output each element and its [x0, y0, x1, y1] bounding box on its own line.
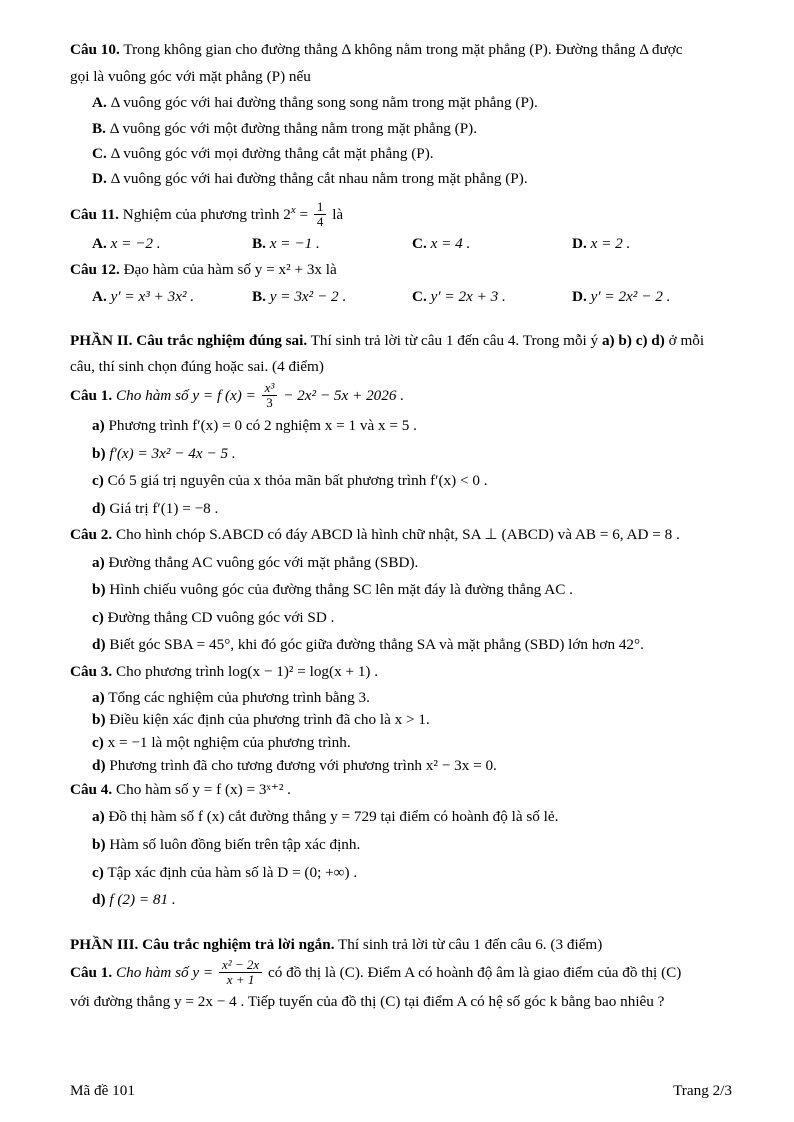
item-label-b: b) — [92, 581, 106, 599]
part2-heading-rest: Thí sinh trả lời từ câu 1 đến câu 4. Trong mỗi ý — [307, 331, 602, 349]
fraction-numerator: 1 — [314, 200, 327, 215]
item-label-b: b) — [92, 711, 106, 729]
part2-heading-line2: câu, thí sinh chọn đúng hoặc sai. (4 điểm) — [70, 358, 324, 376]
item-label-a: a) — [92, 553, 105, 571]
item-text-d: f (2) = 81 . — [109, 891, 176, 909]
item-text-c: Tập xác định của hàm số là D = (0; +∞) . — [107, 863, 358, 881]
question-11-option-d[interactable] — [572, 232, 732, 256]
question-12-options — [70, 285, 732, 309]
spacer — [70, 193, 732, 201]
item-text-d: Giá trị f′(1) = −8 . — [109, 499, 219, 517]
item-text-c: x = −1 là một nghiệm của phương trình. — [107, 734, 351, 752]
question-12-option-b[interactable] — [252, 285, 412, 309]
part2-question-4 — [70, 778, 732, 803]
part3-heading — [70, 933, 732, 958]
part2-q4-item-d[interactable] — [70, 887, 732, 913]
question-10-stem-line1: Trong không gian cho đường thẳng Δ không nằm trong mặt phẳng (P). Đường thẳng Δ được — [123, 41, 683, 58]
part3-question-1-stem-pre: Cho hàm số y = — [116, 964, 214, 982]
part2-q1-item-b[interactable] — [70, 441, 732, 467]
option-text-c: y′ = 2x + 3 . — [430, 287, 506, 305]
item-text-b: f′(x) = 3x² − 4x − 5 . — [109, 444, 236, 462]
page-number: Trang 2/3 — [673, 1082, 732, 1099]
question-12-option-d[interactable] — [572, 285, 732, 309]
question-11-stem-post: là — [332, 205, 344, 223]
part3-heading-bold: PHẦN III. Câu trắc nghiệm trả lời ngắn. — [70, 935, 335, 953]
item-label-b: b) — [92, 835, 106, 853]
option-text-c: x = 4 . — [430, 234, 471, 252]
part2-q2-item-d[interactable] — [70, 632, 732, 658]
item-text-a: Phương trình f′(x) = 0 có 2 nghiệm x = 1 và x = 5 . — [108, 417, 417, 435]
option-text-d: Δ vuông góc với hai đường thẳng cắt nhau nằm trong mặt phẳng (P). — [110, 170, 528, 188]
item-label-a: a) — [92, 688, 105, 706]
fraction-denominator: 3 — [266, 395, 273, 411]
part2-heading-abcd: a) b) c) d) — [601, 331, 665, 349]
page-footer — [70, 1082, 732, 1100]
question-11-number: Câu 11. — [70, 205, 119, 223]
option-label-a: A. — [92, 94, 107, 112]
question-12-stem: Đạo hàm của hàm số y = x² + 3x là — [123, 260, 337, 278]
fraction-denominator: x + 1 — [226, 972, 255, 988]
item-label-d: d) — [92, 891, 106, 909]
part2-question-2-number: Câu 2. — [70, 526, 113, 544]
question-11-option-c[interactable] — [412, 232, 572, 256]
exam-code: Mã đề 101 — [70, 1082, 135, 1099]
option-text-a: y′ = x³ + 3x² . — [110, 287, 195, 305]
question-11 — [70, 198, 732, 230]
item-text-c: Có 5 giá trị nguyên của x thỏa mãn bất phương trình f′(x) < 0 . — [107, 472, 488, 490]
question-12-number: Câu 12. — [70, 260, 120, 278]
question-10-option-b[interactable] — [70, 117, 732, 141]
question-11-options — [70, 232, 732, 256]
part2-q1-item-a[interactable] — [70, 413, 732, 439]
option-label-d: D. — [92, 170, 107, 188]
part2-question-3 — [70, 660, 732, 685]
item-text-d: Biết góc SBA = 45°, khi đó góc giữa đường thẳng SA và mặt phẳng (SBD) lớn hơn 42°. — [109, 636, 644, 654]
question-10-option-d[interactable] — [70, 167, 732, 191]
question-11-stem-pre: Nghiệm của phương trình 2 — [122, 205, 291, 223]
part2-question-3-stem: Cho phương trình log(x − 1)² = log(x + 1) . — [116, 663, 379, 680]
part2-q3-item-a[interactable] — [70, 687, 732, 710]
part2-question-4-stem: Cho hàm số y = f (x) = 3ˣ⁺² . — [116, 780, 291, 798]
part2-q3-item-d[interactable] — [70, 755, 732, 778]
item-text-a: Đường thẳng AC vuông góc với mặt phẳng (SBD). — [108, 553, 419, 571]
item-label-c: c) — [92, 472, 104, 490]
item-text-a: Tổng các nghiệm của phương trình bằng 3. — [108, 688, 370, 706]
item-text-b: Hình chiếu vuông góc của đường thẳng SC lên mặt đáy là đường thẳng AC . — [109, 581, 573, 599]
part3-heading-rest: Thí sinh trả lời từ câu 1 đến câu 6. (3 điểm) — [334, 935, 603, 953]
option-label-b: B. — [252, 287, 266, 305]
option-text-b: y = 3x² − 2 . — [269, 287, 347, 305]
option-text-c: Δ vuông góc với mọi đường thẳng cắt mặt phẳng (P). — [110, 144, 434, 162]
question-10-option-c[interactable] — [70, 142, 732, 166]
item-label-d: d) — [92, 499, 106, 517]
option-label-d: D. — [572, 287, 587, 305]
part2-q4-item-b[interactable] — [70, 832, 732, 858]
question-11-option-a[interactable] — [92, 232, 252, 256]
question-10-number: Câu 10. — [70, 41, 120, 58]
part2-q3-item-c[interactable] — [70, 732, 732, 755]
part2-q1-item-c[interactable] — [70, 468, 732, 494]
fraction-numerator: x² − 2x — [219, 958, 262, 973]
part2-q2-item-c[interactable] — [70, 605, 732, 631]
part3-question-1-fraction — [219, 958, 262, 987]
item-text-a: Đồ thị hàm số f (x) cắt đường thẳng y = 729 tại điểm có hoành độ là số lẻ. — [108, 808, 559, 826]
item-text-b: Điều kiện xác định của phương trình đã cho là x > 1. — [109, 711, 430, 729]
part2-question-4-number: Câu 4. — [70, 780, 113, 798]
option-text-d: x = 2 . — [590, 234, 631, 252]
item-text-c: Đường thẳng CD vuông góc với SD . — [107, 608, 335, 626]
item-label-c: c) — [92, 734, 104, 752]
item-text-d: Phương trình đã cho tương đương với phương trình x² − 3x = 0. — [109, 757, 497, 775]
option-label-c: C. — [92, 144, 107, 162]
question-12-option-a[interactable] — [92, 285, 252, 309]
option-label-c: C. — [412, 287, 427, 305]
part2-question-2 — [70, 523, 732, 548]
item-label-d: d) — [92, 757, 106, 775]
part2-q2-item-b[interactable] — [70, 577, 732, 603]
option-text-b: Δ vuông góc với một đường thẳng nằm trong mặt phẳng (P). — [109, 119, 478, 137]
part2-q4-item-a[interactable] — [70, 804, 732, 830]
part3-question-1 — [70, 959, 732, 988]
option-label-c: C. — [412, 234, 427, 252]
part2-heading-tail: ở mỗi — [664, 331, 705, 349]
item-label-b: b) — [92, 444, 106, 462]
fraction-denominator: 4 — [316, 213, 324, 229]
part2-heading — [70, 329, 732, 354]
question-11-option-b[interactable] — [252, 232, 412, 256]
question-11-equals: = — [299, 205, 309, 223]
fraction-numerator: x³ — [262, 381, 278, 396]
part2-question-1-stem-pre: Cho hàm số y = f (x) = — [116, 387, 256, 405]
item-label-c: c) — [92, 608, 104, 626]
part2-q1-item-d[interactable] — [70, 496, 732, 522]
question-11-exponent: x — [290, 203, 296, 216]
option-label-d: D. — [572, 234, 587, 252]
question-11-fraction — [314, 200, 327, 229]
part2-question-3-number: Câu 3. — [70, 663, 113, 680]
option-label-a: A. — [92, 234, 107, 252]
part2-heading-line2-wrap — [70, 355, 732, 380]
option-text-a: Δ vuông góc với hai đường thẳng song song nằm trong mặt phẳng (P). — [110, 94, 538, 112]
item-label-a: a) — [92, 808, 105, 826]
option-label-b: B. — [252, 234, 266, 252]
option-text-b: x = −1 . — [269, 234, 320, 252]
part3-question-1-stem-mid: có đồ thị là (C). Điểm A có hoành độ âm là giao điểm của đồ thị (C) — [267, 964, 682, 982]
question-10-stem-line2-wrap — [70, 65, 732, 90]
item-label-d: d) — [92, 636, 106, 654]
question-10 — [70, 38, 732, 63]
item-text-b: Hàm số luôn đồng biến trên tập xác định. — [109, 835, 361, 853]
item-label-a: a) — [92, 417, 105, 435]
part2-q4-item-c[interactable] — [70, 860, 732, 886]
question-10-stem-line2: gọi là vuông góc với mặt phẳng (P) nếu — [70, 67, 311, 85]
question-12 — [70, 258, 732, 283]
part2-heading-bold: PHẦN II. Câu trắc nghiệm đúng sai. — [70, 331, 308, 349]
part2-question-1 — [70, 382, 732, 411]
part2-question-2-stem: Cho hình chóp S.ABCD có đáy ABCD là hình chữ nhật, SA ⊥ (ABCD) và AB = 6, AD = 8 . — [116, 526, 680, 544]
option-label-a: A. — [92, 287, 107, 305]
item-label-c: c) — [92, 863, 104, 881]
question-10-option-a[interactable] — [70, 91, 732, 115]
part3-question-1-stem-line2: với đường thẳng y = 2x − 4 . Tiếp tuyến của đồ thị (C) tại điểm A có hệ số góc k bằng bao nhiêu ? — [70, 993, 665, 1011]
part2-question-1-number: Câu 1. — [70, 387, 113, 405]
option-text-a: x = −2 . — [110, 234, 161, 252]
option-text-d: y′ = 2x² − 2 . — [590, 287, 671, 305]
question-12-option-c[interactable] — [412, 285, 572, 309]
part3-question-1-number: Câu 1. — [70, 964, 113, 982]
part3-question-1-line2-wrap — [70, 990, 732, 1015]
part2-question-1-stem-post: − 2x² − 5x + 2026 . — [283, 387, 405, 405]
part2-question-1-fraction — [262, 381, 278, 410]
option-label-b: B. — [92, 119, 106, 137]
part2-q2-item-a[interactable] — [70, 550, 732, 576]
part2-q3-item-b[interactable] — [70, 709, 732, 732]
